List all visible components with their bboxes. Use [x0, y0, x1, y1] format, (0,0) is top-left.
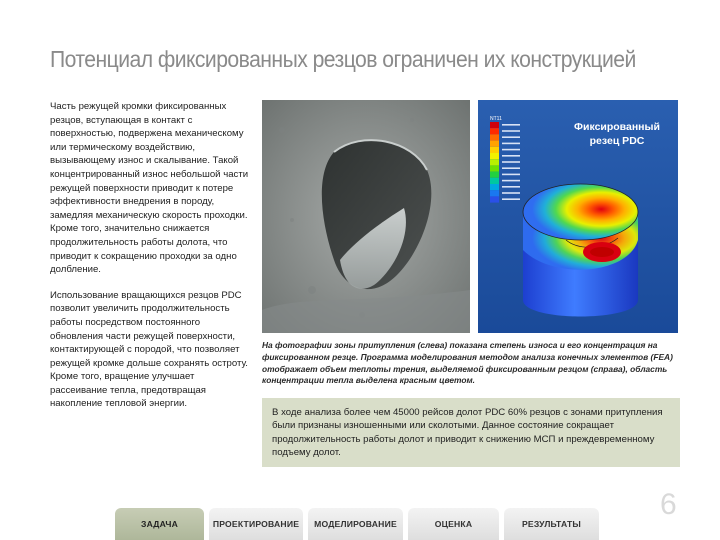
legend-value-mark: [502, 192, 520, 194]
paragraph-rotating-cutters: Использование вращающихся резцов PDC позволит увеличить продолжительность работы посредством постоянного обновления части режущей поверхности, контактирующей с породой, что позволяет режущей кромке дольше сохранять остроту. Кроме того, вращение улучшает рассеивание тепла, предотвращая накопление тепловой энергии.: [50, 289, 248, 410]
legend-value-mark: [502, 124, 520, 126]
legend-value-mark: [502, 143, 520, 145]
tab-4[interactable]: ОЦЕНКА: [408, 508, 499, 540]
tab-5[interactable]: РЕЗУЛЬТАТЫ: [504, 508, 599, 540]
wear-flat-photo: [262, 100, 470, 333]
legend-value-mark: [502, 174, 520, 176]
legend-swatch: [490, 178, 499, 184]
legend-value-mark: [502, 136, 520, 138]
page-title: Потенциал фиксированных резцов ограничен их конструкцией: [50, 46, 636, 72]
body-text: [50, 100, 250, 423]
legend-value-mark: [502, 149, 520, 151]
legend-swatch: [490, 134, 499, 140]
page-number: 6: [660, 488, 677, 521]
navigation-tabs: [0, 508, 720, 540]
legend-swatch: [490, 153, 499, 159]
tab-3[interactable]: МОДЕЛИРОВАНИЕ: [308, 508, 403, 540]
legend-swatch: [490, 172, 499, 178]
legend-value-mark: [502, 130, 520, 132]
legend-value-mark: [502, 180, 520, 182]
legend-value-mark: [502, 161, 520, 163]
analysis-note: В ходе анализа более чем 45000 рейсов долот PDC 60% резцов с зонами притупления были признаны изношенными или сколотыми. Данное состояние сокращает продолжительность работы долот и приводит к снижению МСП и преждевременному подъему долот.: [262, 398, 680, 467]
legend-swatch: [490, 190, 499, 196]
tab-1[interactable]: ЗАДАЧА: [115, 508, 204, 540]
fea-simulation-image: [478, 100, 678, 333]
legend-swatch: [490, 165, 499, 171]
legend-swatch: [490, 184, 499, 190]
tab-2[interactable]: ПРОЕКТИРОВАНИЕ: [209, 508, 303, 540]
legend-value-mark: [502, 155, 520, 157]
legend-value-mark: [502, 186, 520, 188]
fea-legend-title: NT11: [490, 116, 502, 122]
legend-value-mark: [502, 167, 520, 169]
legend-value-mark: [502, 198, 520, 200]
paragraph-wear: Часть режущей кромки фиксированных резцов, вступающая в контакт с поверхностью, подвержена механическому или термическому воздействию, вызывающему износ и скалывание. Такой концентрированный износ небольшой части режущей поверхности приводит к потере эффективности внедрения в породу, замедляя механическую скорость проходки. Кроме того, значительно снижается продолжительность работы долота, что приводит к сокращению проходки за одно долбление.: [50, 101, 249, 276]
legend-swatch: [490, 128, 499, 134]
fea-cutter-label: Фиксированный резец PDC: [574, 121, 660, 147]
legend-swatch: [490, 159, 499, 165]
legend-swatch: [490, 196, 499, 202]
legend-swatch: [490, 147, 499, 153]
legend-swatch: [490, 122, 499, 128]
legend-swatch: [490, 141, 499, 147]
image-caption: На фотографии зоны притупления (слева) показана степень износа и его концентрация на фиксированном резце. Программа моделирования методом анализа конечных элементов (FEA) отображает объем теплоты трения, выделяемой фиксированным резцом (справа), область концентрации тепла выделена красным цветом.: [262, 340, 673, 386]
wear-flat-photo-graphic: [262, 100, 470, 333]
